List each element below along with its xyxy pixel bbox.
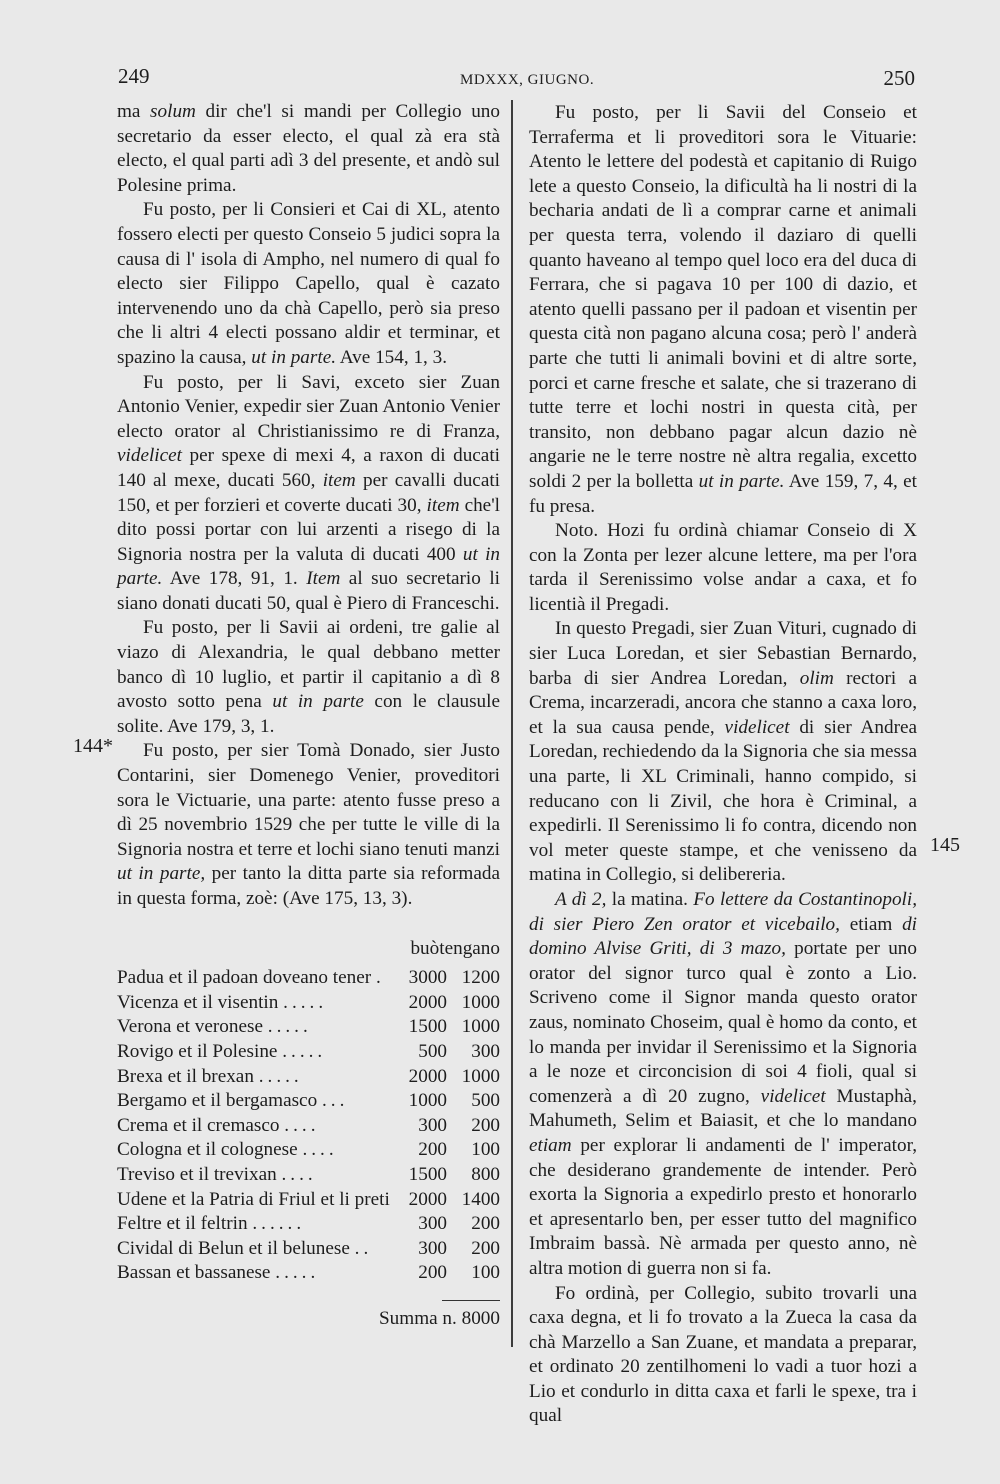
table-row — [117, 1237, 500, 1262]
page-header — [110, 64, 915, 94]
paragraph: Fo ordinà, per Collegio, subito trovarli una caxa degna, et li fo trovato a la Zueca la casa da chà Marzello a San Zuane, et mandata a preparar, et ordinato 20 zentilhomeni lo vadi a tuor hozi a Lio et condurlo in ditta caxa et farli le spexe, tra i qual — [529, 1282, 917, 1427]
row-label: Udene et la Patria di Friul et li preti — [117, 1188, 390, 1210]
column-divider — [511, 100, 513, 1347]
paragraph: Fu posto, per sier Tomà Donado, sier Justo Contarini, sier Domenego Venier, proveditori sora le Victuarie, una parte: atento fusse preso a dì 25 novembrio 1529 che per tutte le ville di la Signoria nostra et terre et lochi siano tenuti manzi ut in parte, per tanto la ditta parte sia reformada in questa forma, zoè: (Ave 175, 13, 3). — [117, 740, 500, 909]
table-row — [117, 1138, 500, 1163]
table-row — [117, 1261, 500, 1286]
cell-tengano: 200 — [471, 1237, 500, 1259]
row-label: Cologna et il colognese .... — [117, 1139, 338, 1161]
table-row — [117, 1188, 500, 1213]
paragraph: Fu posto, per li Consieri et Cai di XL, atento fossero electi per questo Conseio 5 judici sopra la causa di l' isola di Ampho, nel numero di qual fo electo sier Filippo Capello, qual è cazato intervenendo uno da chà Capello, però sia preso che li altri 4 electi possano aldir et terminar, et spazino la causa, ut in parte. Ave 154, 1, 3. — [117, 199, 500, 368]
row-label: Feltre et il feltrin ...... — [117, 1213, 306, 1235]
livestock-table — [117, 937, 500, 962]
running-title: MDXXX, GIUGNO. — [460, 72, 595, 88]
paragraph: ma solum dir che'l si mandi per Collegio uno secretario da esser electo, el qual zà era stà electo, el qual parti adì 3 del presente, et andò sul Polesine prima. — [117, 101, 500, 196]
table-sum: Summa n. 8000 — [379, 1307, 500, 1329]
cell-tengano: 200 — [471, 1213, 500, 1235]
cell-tengano: 100 — [471, 1139, 500, 1161]
table-row — [117, 1212, 500, 1237]
table-row — [117, 1015, 500, 1040]
cell-tengano: 200 — [471, 1114, 500, 1136]
row-label: Padua et il padoan doveano tener . — [117, 967, 385, 989]
paragraph: Fu posto, per li Savii ai ordeni, tre galie al viazo di Alexandria, le qual debbano metter banco dì 10 luglio, et partir il capitanio a dì 8 avosto sotto pena ut in parte con le clausule solite. Ave 179, 3, 1. — [117, 617, 500, 737]
cell-tengano: 300 — [471, 1040, 500, 1062]
row-label: Cividal di Belun et il belunese .. — [117, 1237, 373, 1259]
row-label: Bergamo et il bergamasco ... — [117, 1090, 349, 1112]
row-label: Bassan et bassanese ..... — [117, 1262, 320, 1284]
cell-buo: 1000 — [408, 1090, 447, 1112]
cell-tengano: 100 — [471, 1262, 500, 1284]
cell-buo: 2000 — [408, 991, 447, 1013]
cell-tengano: 500 — [471, 1090, 500, 1112]
row-label: Crema et il cremasco .... — [117, 1114, 320, 1136]
page-number-right: 250 — [883, 66, 915, 90]
row-label: Rovigo et il Polesine ..... — [117, 1040, 327, 1062]
row-label: Brexa et il brexan ..... — [117, 1065, 303, 1087]
column-header: buò — [410, 937, 440, 959]
cell-tengano: 1000 — [461, 991, 500, 1013]
cell-buo: 1500 — [408, 1016, 447, 1038]
cell-buo: 200 — [418, 1139, 447, 1161]
cell-buo: 1500 — [408, 1163, 447, 1185]
cell-tengano: 800 — [471, 1163, 500, 1185]
table-row — [117, 991, 500, 1016]
margin-note-left: 144* — [73, 735, 113, 757]
cell-tengano: 1000 — [461, 1065, 500, 1087]
row-label: Treviso et il trevixan .... — [117, 1163, 317, 1185]
cell-buo: 500 — [418, 1040, 447, 1062]
livestock-table-body — [117, 966, 500, 1286]
right-column — [529, 101, 917, 1429]
table-row — [117, 1163, 500, 1188]
cell-buo: 300 — [418, 1237, 447, 1259]
page-number-left: 249 — [118, 64, 150, 88]
column-header: tengano — [439, 937, 500, 959]
table-row — [117, 1065, 500, 1090]
paragraph: Fu posto, per li Savi, exceto sier Zuan Antonio Venier, expedir sier Zuan Antonio Venier electo orator al Christianissimo re di Franza, videlicet per spexe di mexi 4, a raxon di ducati 140 al mexe, ducati 560, item per cavalli ducati 150, et per forzieri et coverte ducati 30, item che'l dito possi portar con lui arzenti a risego di la Signoria nostra per la valuta di ducati 400 ut in parte. Ave 178, 91, 1. Item al suo secretario li siano donati ducati 50, qual è Piero di Franceschi. — [117, 371, 501, 614]
cell-tengano: 1400 — [461, 1188, 500, 1210]
paragraph: A dì 2, la matina. Fo lettere da Costantinopoli, di sier Piero Zen orator et vicebailo, etiam di domino Alvise Griti, di 3 mazo, portate per uno orator del signor turco qual è zonto a Lio. Scriveno come il Signor manda questo orator zaus, nominato Choseim, qual è homo da conto, et lo manda per invidar il Serenissimo et la Signoria a le noze et circoncision di soi 4 fioli, qual si comenzerà a dì 20 zugno, videlicet Mustaphà, Mahumeth, Selim et Baiasit, et che lo mandano etiam per explorar li andamenti de l' imperator, che desiderano grandemente de intender. Però exorta la Signoria a expedirlo presto et honorarlo et apresentarlo ben, per esser tutto del magnifico Imbraim bassà. Nè armada per questo anno, nè altra motion di guerra non si fa. — [529, 889, 918, 1279]
cell-buo: 200 — [418, 1262, 447, 1284]
sum-rule — [442, 1300, 500, 1301]
cell-buo: 300 — [418, 1114, 447, 1136]
table-row — [117, 1040, 500, 1065]
row-label: Vicenza et il visentin ..... — [117, 991, 328, 1013]
table-row — [117, 1114, 500, 1139]
table-header-row — [117, 937, 500, 962]
cell-buo: 3000 — [408, 967, 447, 989]
table-row — [117, 1089, 500, 1114]
paragraph: Fu posto, per li Savii del Conseio et Terraferma et li proveditori sora le Vituarie: Atento le lettere del podestà et capitanio di Ruigo lete a questo Conseio, la dificultà ha li nostri di la becharia andati de lì a comprar carne et animali per questa terra, volendo il daziaro di quelli quanto haveano al tempo quel loco era del duca di Ferrara, che si pagava 10 per 100 di dazio, et atento quelli passano per il padoan et visentin per questa cità non pagano alcuna cosa; però l' anderà parte che tutti li animali bovini et di altre sorte, porci et carne fresche et salate, che si trazerano di tutte terre et lochi nostri in questa cità, per transito, non debbano pagar alcun dazio nè angarie ne le terre nostre nè altra regalia, excetto soldi 2 per la bolletta ut in parte. Ave 159, 7, 4, et fu presa. — [529, 102, 917, 517]
left-column — [117, 100, 500, 1332]
paragraph: Noto. Hozi fu ordinà chiamar Conseio di X con la Zonta per lezer alcune lettere, ma per l'ora tarda il Serenissimo volse andar a caxa, et fo licentià il Pregadi. — [529, 520, 917, 615]
cell-tengano: 1200 — [461, 967, 500, 989]
cell-buo: 300 — [418, 1213, 447, 1235]
table-row — [117, 966, 500, 991]
cell-tengano: 1000 — [461, 1016, 500, 1038]
cell-buo: 2000 — [408, 1065, 447, 1087]
margin-note-right: 145 — [930, 834, 960, 856]
row-label: Verona et veronese ..... — [117, 1016, 312, 1038]
paragraph: In questo Pregadi, sier Zuan Vituri, cugnado di sier Luca Loredan, et sier Sebastian Bernardo, barba di sier Andrea Loredan, olim rectori a Crema, incarzeradi, ancora che stanno a caxa loro, et la sua causa pende, videlicet di sier Andrea Loredan, rechiedendo da la Signoria che sia messa una parte, li XL Criminali, hanno compido, si reducano con li Zivil, che hora è Criminal, a expedirli. Il Serenissimo li fo contra, dicendo non vol meter queste stampe, et che venisseno da matina in Collegio, si delibereria. — [529, 618, 917, 886]
cell-buo: 2000 — [408, 1188, 447, 1210]
